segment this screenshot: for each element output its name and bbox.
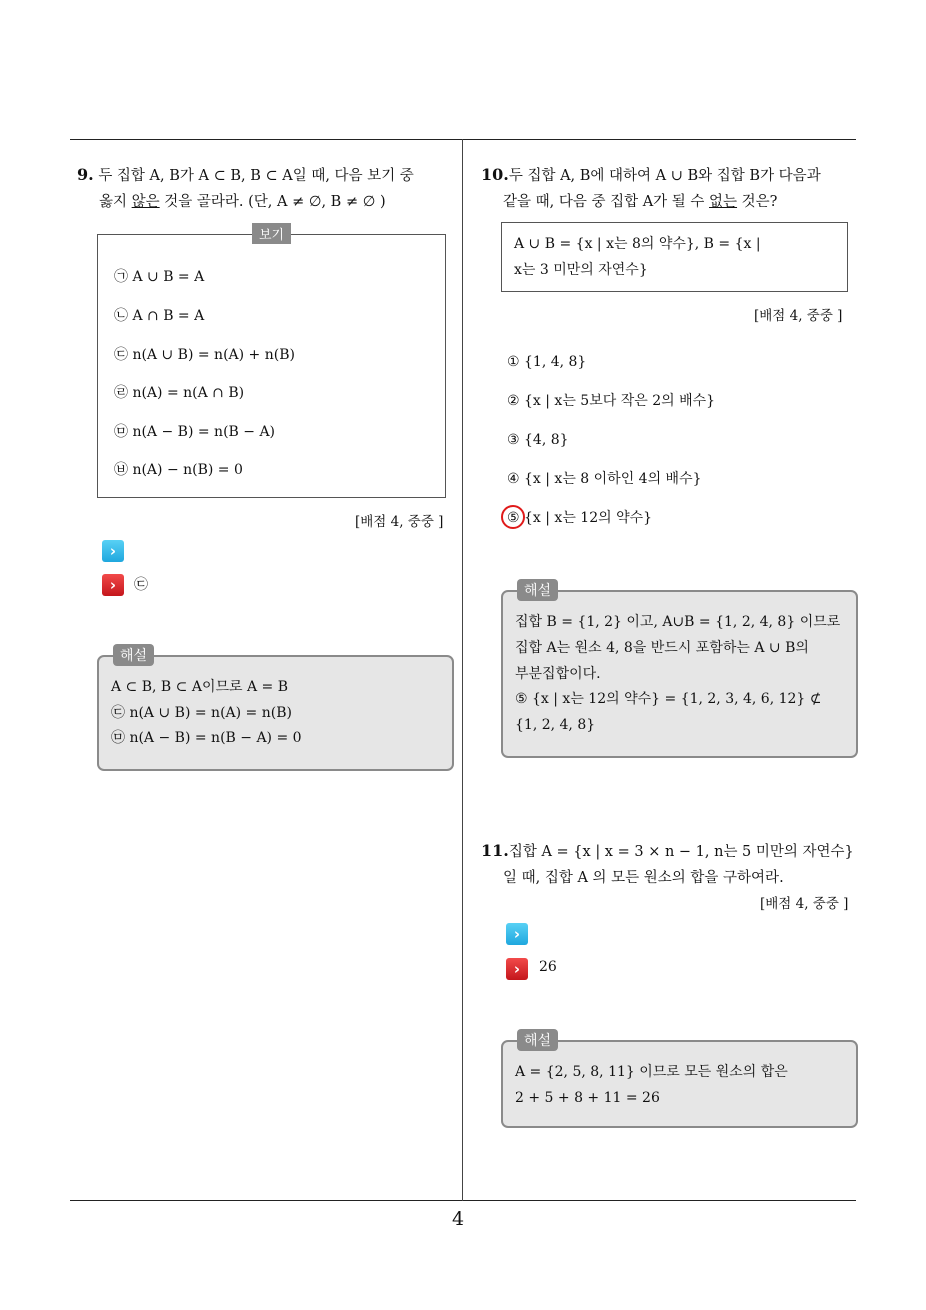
q9-bogi-item-4: ㉣ n(A) = n(A ∩ B)	[114, 385, 245, 401]
q9-question	[77, 162, 457, 215]
q10-text-line2-pre: 같을 때, 다음 중 집합 A가 될 수	[503, 194, 710, 210]
q10-solution-line-5: {1, 2, 4, 8}	[515, 717, 596, 733]
q11-text-line1: 집합 A = {x | x = 3 × n − 1, n는 5 미만의 자연수}	[508, 844, 854, 860]
q10-text-line2-post: 것은?	[737, 194, 778, 210]
q11-text-line2: 일 때, 집합 A 의 모든 원소의 합을 구하여라.	[503, 870, 784, 886]
q9-text-line2-pre: 옳지	[99, 194, 132, 210]
q10-solution-line-3: 부분집합이다.	[515, 666, 601, 682]
q9-text-line2-post: 것을 골라라. (단, A ≠ ∅, B ≠ ∅ )	[159, 194, 386, 210]
bottom-rule	[70, 1200, 856, 1201]
q11-solution-line-1: A = {2, 5, 8, 11} 이므로 모든 원소의 합은	[515, 1064, 788, 1080]
q10-answer-mark-icon	[501, 505, 525, 529]
q9-text-line2-underlined: 않은	[131, 194, 160, 210]
q11-hint-button-icon[interactable]: ›	[506, 923, 528, 945]
top-rule	[70, 139, 856, 140]
q9-answer: ㉢	[134, 577, 148, 593]
q9-bogi-item-3: ㉢ n(A ∪ B) = n(A) + n(B)	[114, 347, 295, 363]
q10-condition-line-2: x는 3 미만의 자연수}	[514, 262, 648, 278]
q10-condition-line-1: A ∪ B = {x | x는 8의 약수}, B = {x |	[514, 236, 761, 252]
q11-number: 11.	[481, 841, 509, 860]
q9-answer-button-icon[interactable]: ›	[102, 574, 124, 596]
q10-choice-2[interactable]: ② {x | x는 5보다 작은 2의 배수}	[507, 393, 716, 409]
q9-bogi-item-1: ㉠ A ∪ B = A	[114, 269, 205, 285]
q10-solution-box	[501, 583, 858, 758]
q11-score: [배점 4, 중중 ]	[760, 896, 849, 912]
q10-solution-line-1: 집합 B = {1, 2} 이고, A∪B = {1, 2, 4, 8} 이므로	[515, 614, 841, 630]
q9-solution-line-1: A ⊂ B, B ⊂ A이므로 A = B	[111, 679, 289, 695]
q10-choice-5[interactable]: ⑤ {x | x는 12의 약수}	[507, 510, 653, 526]
q11-solution-box	[501, 1033, 858, 1128]
q10-line1	[481, 162, 861, 189]
q11-answer-button-icon[interactable]: ›	[506, 958, 528, 980]
q11-question	[481, 838, 861, 891]
q9-bogi-item-5: ㉤ n(A − B) = n(B − A)	[114, 424, 276, 440]
q9-score: [배점 4, 중중 ]	[355, 514, 444, 530]
q10-choice-1[interactable]: ① {1, 4, 8}	[507, 354, 587, 370]
q9-solution-title: 해설	[113, 644, 154, 666]
q9-line2	[77, 189, 457, 215]
q9-number: 9.	[77, 165, 94, 184]
q9-text-line1: 두 집합 A, B가 A ⊂ B, B ⊂ A일 때, 다음 보기 중	[98, 168, 414, 184]
q11-solution-line-2: 2 + 5 + 8 + 11 = 26	[515, 1090, 660, 1106]
q11-line1	[481, 838, 861, 865]
q10-condition-box	[501, 222, 848, 292]
q9-bogi-item-6: ㉥ n(A) − n(B) = 0	[114, 462, 243, 478]
q10-text-line1: 두 집합 A, B에 대하여 A ∪ B와 집합 B가 다음과	[508, 168, 821, 184]
q9-line1	[77, 162, 457, 189]
q10-choice-3[interactable]: ③ {4, 8}	[507, 432, 569, 448]
q10-question	[481, 162, 861, 215]
q10-line2	[481, 189, 861, 215]
q9-solution-line-2: ㉢ n(A ∪ B) = n(A) = n(B)	[111, 705, 292, 721]
q9-hint-button-icon[interactable]: ›	[102, 540, 124, 562]
q10-solution-title: 해설	[517, 579, 558, 601]
q10-choice-4[interactable]: ④ {x | x는 8 이하인 4의 배수}	[507, 471, 702, 487]
q11-solution-title: 해설	[517, 1029, 558, 1051]
q10-solution-line-4: ⑤ {x | x는 12의 약수} = {1, 2, 3, 4, 6, 12} ⊄	[515, 691, 822, 707]
page-number: 4	[452, 1208, 465, 1230]
q10-score: [배점 4, 중중 ]	[754, 308, 843, 324]
q10-number: 10.	[481, 165, 509, 184]
q9-bogi-item-2: ㉡ A ∩ B = A	[114, 308, 205, 324]
column-divider	[462, 139, 463, 1201]
q10-text-line2-underlined: 없는	[709, 194, 738, 210]
q9-solution-box	[97, 648, 454, 771]
q9-bogi-box	[97, 228, 446, 498]
q9-solution-line-3: ㉤ n(A − B) = n(B − A) = 0	[111, 730, 302, 746]
q9-bogi-title: 보기	[252, 223, 291, 244]
q11-answer: 26	[539, 959, 557, 975]
q10-solution-line-2: 집합 A는 원소 4, 8을 반드시 포함하는 A ∪ B의	[515, 640, 809, 656]
